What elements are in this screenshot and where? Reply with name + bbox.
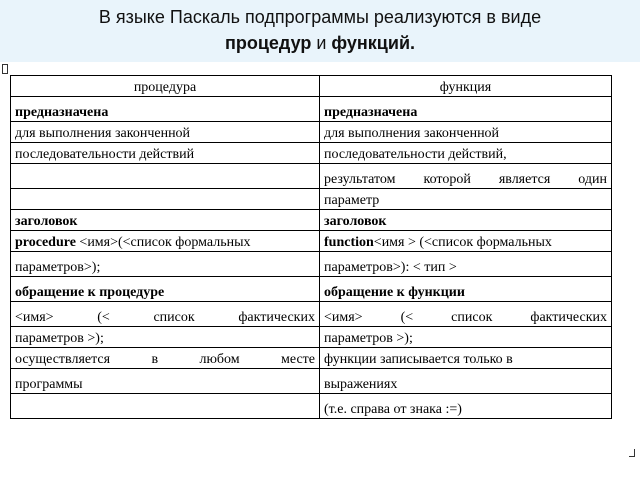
cell-word: <имя> (15, 310, 54, 325)
cell-right: выражениях (320, 369, 612, 394)
cell-left: параметров >); (11, 327, 320, 348)
cell-word: список (451, 310, 493, 325)
cell-right: заголовок (320, 210, 612, 231)
title-and: и (311, 33, 332, 53)
cell-right: для выполнения законченной (320, 122, 612, 143)
cell-left: заголовок (11, 210, 320, 231)
cell-right (320, 302, 612, 327)
header-function: функция (320, 76, 612, 97)
cell-text: <имя>(<список формальных (75, 235, 251, 250)
cell-word: которой (423, 172, 471, 187)
cell-right: параметров>): < тип > (320, 252, 612, 277)
cell-left: обращение к процедуре (11, 277, 320, 302)
cell-word: (< (400, 310, 414, 325)
cell-word: фактических (530, 310, 607, 325)
cell-right (320, 164, 612, 189)
cell-left: для выполнения законченной (11, 122, 320, 143)
table-row (11, 143, 612, 164)
cell-word: результатом (324, 172, 396, 187)
cell-right: (т.е. справа от знака :=) (320, 394, 612, 419)
keyword-procedure: procedure (15, 235, 76, 250)
title-functions: функций. (331, 33, 416, 53)
title-line-1: В языке Паскаль подпрограммы реализуются в виде (98, 7, 542, 27)
title-procedures: процедур (224, 33, 312, 53)
cell-word: любом (199, 352, 240, 367)
cell-word: является (498, 172, 551, 187)
table-header-row (11, 76, 612, 97)
table-row (11, 210, 612, 231)
cell-right: функции записывается только в (320, 348, 612, 369)
slide-title (0, 4, 640, 56)
table-row (11, 302, 612, 327)
cell-right: предназначена (320, 97, 612, 122)
table-row (11, 277, 612, 302)
header-procedure: процедура (11, 76, 320, 97)
title-line-2 (225, 33, 415, 53)
table-row (11, 189, 612, 210)
cell-word: один (578, 172, 607, 187)
table-row (11, 348, 612, 369)
cell-word: список (153, 310, 195, 325)
table-row (11, 231, 612, 252)
cell-word: (< (97, 310, 110, 325)
cell-word: в (151, 352, 159, 367)
cell-left (11, 231, 320, 252)
cell-word: фактических (238, 310, 315, 325)
table-row (11, 122, 612, 143)
table-row (11, 394, 612, 419)
table-row (11, 327, 612, 348)
table-move-handle[interactable] (2, 64, 8, 74)
cell-right: последовательности действий, (320, 143, 612, 164)
table-row (11, 252, 612, 277)
cell-word: месте (281, 352, 315, 367)
cell-left: параметров>); (11, 252, 320, 277)
comparison-table (10, 75, 612, 419)
cell-left (11, 394, 320, 419)
cell-right: обращение к функции (320, 277, 612, 302)
cell-left (11, 164, 320, 189)
cell-left: последовательности действий (11, 143, 320, 164)
table-resize-handle[interactable] (629, 449, 635, 457)
keyword-function: function (324, 235, 374, 250)
table-row (11, 164, 612, 189)
cell-right (320, 231, 612, 252)
cell-right: параметров >); (320, 327, 612, 348)
table-row (11, 369, 612, 394)
cell-left (11, 302, 320, 327)
cell-word: осуществляется (15, 352, 111, 367)
cell-left (11, 189, 320, 210)
cell-text: <имя > (<список формальных (373, 235, 552, 250)
cell-left (11, 348, 320, 369)
table-row (11, 97, 612, 122)
cell-left: предназначена (11, 97, 320, 122)
cell-right: параметр (320, 189, 612, 210)
cell-word: <имя> (324, 310, 363, 325)
cell-left: программы (11, 369, 320, 394)
